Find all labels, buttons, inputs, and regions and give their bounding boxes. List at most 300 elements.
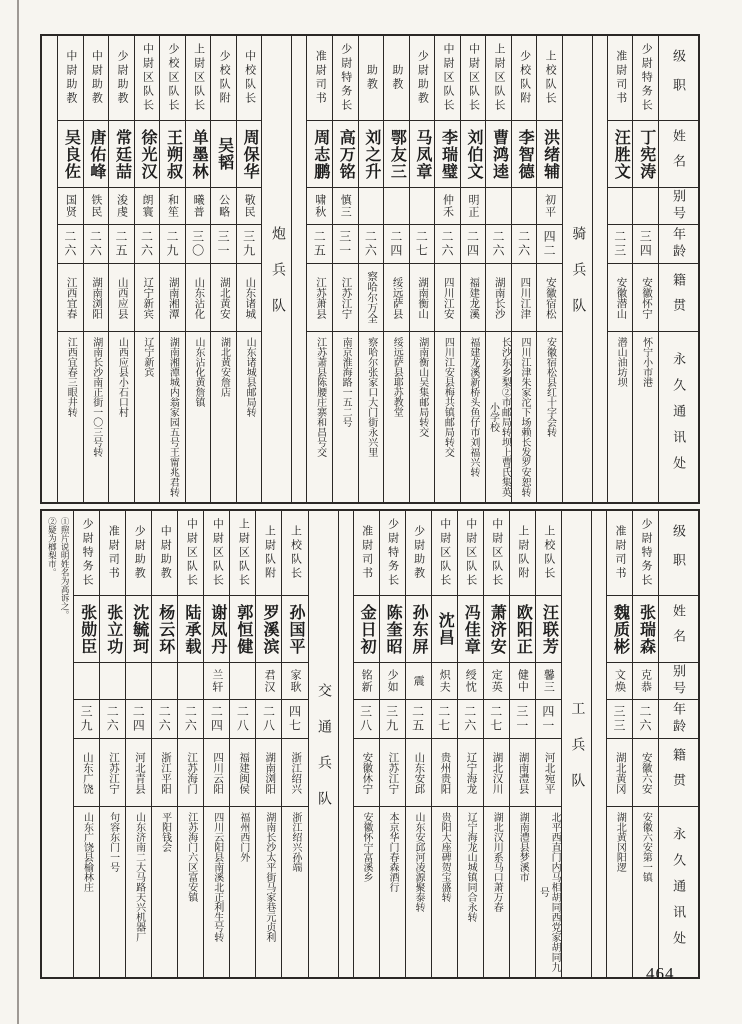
name-cell: 罗溪滨 [256, 596, 281, 663]
address-cell: 北平西直门内马相胡同西党家胡同九号 [537, 812, 561, 972]
name-cell: 常廷喆 [109, 121, 134, 188]
address-cell: 贵阳大座碑贺宝盛转 [439, 812, 451, 902]
rank-cell: 中尉区队长 [204, 511, 229, 596]
name-cell: 吴韬 [211, 121, 236, 188]
name-cell: 高万铭 [333, 121, 358, 188]
origin-cell: 湖南长沙 [486, 264, 511, 332]
empty-cell [42, 36, 57, 502]
name-cell: 唐佑峰 [84, 121, 109, 188]
origin-cell: 浙江平阳 [152, 739, 177, 807]
alias-cell: 君汉 [256, 663, 281, 700]
row-header-cell: 年龄 [659, 700, 698, 739]
name-cell: 谢凤丹 [204, 596, 229, 663]
row-header-cell: 永久通讯处 [671, 827, 687, 957]
unit-name-label: 炮兵队 [269, 226, 285, 334]
name-cell: 沈毓珂 [126, 596, 151, 663]
age-cell: 三一 [510, 700, 535, 739]
age-cell: 二六 [458, 700, 483, 739]
rank-cell: 少尉特务长 [633, 511, 658, 596]
origin-cell: 山西应县 [109, 264, 134, 332]
origin-cell: 安徽怀宁 [633, 264, 658, 332]
name-cell: 周志鹏 [307, 121, 332, 188]
spacer-column [592, 36, 607, 502]
origin-cell: 湖南湘潭 [160, 264, 185, 332]
age-cell: 三一 [333, 225, 358, 264]
address-cell: 南京淮海路一五二号 [340, 337, 352, 427]
origin-cell: 安徽休宁 [354, 739, 379, 807]
person-column [632, 511, 658, 977]
origin-cell: 河北青县 [126, 739, 151, 807]
rank-cell: 中尉助教 [84, 36, 109, 121]
rank-cell: 中尉区队长 [178, 511, 203, 596]
age-cell: 三三 [607, 700, 632, 739]
person-column [57, 36, 83, 502]
origin-cell: 安徽潜山 [608, 264, 633, 332]
address-cell: 句容东门一号 [107, 812, 119, 872]
row-headers-column [658, 36, 698, 502]
rank-cell: 少尉特务长 [74, 511, 99, 596]
alias-cell: 铁民 [84, 188, 109, 225]
age-cell: 二六 [152, 700, 177, 739]
alias-cell [126, 663, 151, 700]
age-cell: 二八 [256, 700, 281, 739]
address-cell: 察哈尔张家口大门街永兴里 [365, 337, 377, 457]
age-cell: 四二 [537, 225, 562, 264]
person-column [383, 36, 409, 502]
age-cell: 二七 [432, 700, 457, 739]
name-cell: 刘之升 [359, 121, 384, 188]
unit-label-column [562, 36, 592, 502]
age-cell: 二八 [230, 700, 255, 739]
origin-cell: 福建龙溪 [461, 264, 486, 332]
alias-cell: 健中 [510, 663, 535, 700]
person-column [536, 36, 562, 502]
person-column [405, 511, 431, 977]
name-cell: 王朔叔 [160, 121, 185, 188]
name-cell: 李瑞璧 [435, 121, 460, 188]
origin-cell: 辽宁海龙 [458, 739, 483, 807]
name-cell: 金日初 [354, 596, 379, 663]
rank-cell: 上尉队附 [256, 511, 281, 596]
origin-cell: 浙江绍兴 [282, 739, 307, 807]
alias-cell: 家耿 [282, 663, 307, 700]
name-cell: 孙东屏 [406, 596, 431, 663]
rank-cell: 助教 [384, 36, 409, 121]
age-cell: 二七 [410, 225, 435, 264]
name-cell: 马凤章 [410, 121, 435, 188]
address-cell: 潜山油坊坝 [615, 337, 627, 387]
origin-cell: 福建闽侯 [230, 739, 255, 807]
alias-cell: 馨三 [536, 663, 561, 700]
rank-cell: 中尉区队长 [432, 511, 457, 596]
origin-cell: 安徽六安 [633, 739, 658, 807]
name-cell: 单墨林 [186, 121, 211, 188]
rank-cell: 中尉区队长 [458, 511, 483, 596]
age-cell: 三八 [354, 700, 379, 739]
alias-cell: 朗寰 [135, 188, 160, 225]
row-header-cell: 永久通讯处 [671, 352, 687, 482]
age-cell: 三〇 [186, 225, 211, 264]
origin-cell: 四川江津 [512, 264, 537, 332]
person-column [632, 36, 658, 502]
address-cell: 绥远萨县耶苏教堂 [391, 337, 403, 417]
alias-cell: 绶忱 [458, 663, 483, 700]
origin-cell: 安徽宿松 [537, 264, 562, 332]
rank-cell: 中尉助教 [152, 511, 177, 596]
person-column [483, 511, 509, 977]
alias-cell: 慎三 [333, 188, 358, 225]
alias-cell: 文焕 [607, 663, 632, 700]
rank-cell: 上尉队附 [510, 511, 535, 596]
person-column [281, 511, 307, 977]
age-cell: 三四 [633, 225, 658, 264]
address-cell: 山东诸城县邮局转 [244, 337, 256, 417]
origin-cell: 山东安邱 [406, 739, 431, 807]
name-cell: 张立功 [100, 596, 125, 663]
unit-name-label: 骑兵队 [570, 226, 586, 334]
row-header-cell: 籍贯 [659, 264, 698, 332]
address-cell: 山东沾化黄詹镇 [192, 337, 204, 407]
age-cell: 二六 [58, 225, 83, 264]
name-cell: 魏质彬 [607, 596, 632, 663]
row-header-cell: 姓名 [659, 121, 698, 188]
rank-cell: 少尉助教 [406, 511, 431, 596]
name-cell: 郭恒健 [230, 596, 255, 663]
person-column [353, 511, 379, 977]
person-column [606, 511, 632, 977]
person-column [151, 511, 177, 977]
address-cell: 四川江津朱家沱下场赖长发罗安恕转 [518, 337, 530, 497]
unit-name-label: 工兵队 [569, 701, 585, 809]
alias-cell: 国贤 [58, 188, 83, 225]
age-cell: 二九 [160, 225, 185, 264]
name-cell: 徐光汉 [135, 121, 160, 188]
alias-cell: 和笙 [160, 188, 185, 225]
age-cell: 二六 [100, 700, 125, 739]
age-cell: 二六 [178, 700, 203, 739]
alias-cell [384, 188, 409, 225]
row-header-cell: 姓名 [659, 596, 698, 663]
origin-cell: 江西宜春 [58, 264, 83, 332]
rank-cell: 少校区队长 [160, 36, 185, 121]
spacer-column [42, 36, 57, 502]
origin-cell: 江苏萧县 [307, 264, 332, 332]
name-cell: 杨云环 [152, 596, 177, 663]
alias-cell: 公略 [211, 188, 236, 225]
alias-cell [152, 663, 177, 700]
alias-cell: 铭新 [354, 663, 379, 700]
rank-cell: 中尉区队长 [135, 36, 160, 121]
origin-cell: 山东广饶 [74, 739, 99, 807]
address-cell: 四川云阳县南溪北正利生号转 [211, 812, 223, 942]
person-column [511, 36, 537, 502]
origin-cell: 河北宛平 [536, 739, 561, 807]
age-cell: 三九 [237, 225, 262, 264]
book-gutter-shadow [17, 0, 19, 1024]
origin-cell: 四川云阳 [204, 739, 229, 807]
origin-cell: 江苏海门 [178, 739, 203, 807]
person-column [236, 36, 262, 502]
rank-cell: 上校队长 [282, 511, 307, 596]
alias-cell [359, 188, 384, 225]
person-column [607, 36, 633, 502]
row-header-cell: 别号 [659, 663, 698, 700]
rank-cell: 少尉特务长 [333, 36, 358, 121]
spacer-column [338, 511, 353, 977]
address-cell: 湖北黄冈阳逻 [614, 812, 626, 872]
name-cell: 冯佳章 [458, 596, 483, 663]
empty-cell [292, 36, 306, 502]
alias-cell [410, 188, 435, 225]
person-column [434, 36, 460, 502]
age-cell: 四一 [536, 700, 561, 739]
alias-cell [486, 188, 511, 225]
address-cell: 湖北黄安詹店 [218, 337, 230, 397]
row-header-cell: 籍贯 [659, 739, 698, 807]
origin-cell: 绥远萨县 [384, 264, 409, 332]
rank-cell: 准尉司书 [354, 511, 379, 596]
address-cell: 安徽六安第一镇 [640, 812, 652, 882]
person-column [535, 511, 561, 977]
person-column [185, 36, 211, 502]
name-cell: 欧阳正 [510, 596, 535, 663]
origin-cell: 贵州贵阳 [432, 739, 457, 807]
person-column [125, 511, 151, 977]
address-cell: 山西应县小石口村 [116, 337, 128, 417]
person-column [255, 511, 281, 977]
alias-cell: 仲禾 [435, 188, 460, 225]
rank-cell: 中校队长 [237, 36, 262, 121]
origin-cell: 江苏江宁 [333, 264, 358, 332]
age-cell: 二四 [126, 700, 151, 739]
alias-cell [100, 663, 125, 700]
person-column [177, 511, 203, 977]
origin-cell: 辽宁新宾 [135, 264, 160, 332]
person-column [306, 36, 332, 502]
rank-cell: 准尉司书 [100, 511, 125, 596]
rank-cell: 上校队长 [537, 36, 562, 121]
address-cell: 江西宜春三眼井转 [65, 337, 77, 417]
address-cell: 山东安邱河凌源聚泰转 [413, 812, 425, 912]
name-cell: 洪绪辅 [537, 121, 562, 188]
rank-cell: 上尉区队长 [230, 511, 255, 596]
name-cell: 刘伯文 [461, 121, 486, 188]
row-headers-column [658, 511, 698, 977]
person-column [159, 36, 185, 502]
origin-cell: 湖南澧县 [510, 739, 535, 807]
name-cell: 鄂友三 [384, 121, 409, 188]
row-header-cell: 级职 [659, 36, 698, 121]
alias-cell: 啸秋 [307, 188, 332, 225]
address-cell: 江苏海门六区富安镇 [185, 812, 197, 902]
name-cell: 张勋臣 [74, 596, 99, 663]
age-cell: 二三 [608, 225, 633, 264]
origin-cell: 四川江安 [435, 264, 460, 332]
address-cell: 湖南衡山吴集邮局转交 [416, 337, 428, 437]
footnote-column [42, 511, 73, 977]
row-header-cell: 级职 [659, 511, 698, 596]
age-cell: 二六 [633, 700, 658, 739]
address-cell: 四川江安县梅共镇邮局转交 [442, 337, 454, 457]
origin-cell: 山东沾化 [186, 264, 211, 332]
origin-cell: 湖南衡山 [410, 264, 435, 332]
empty-cell [339, 511, 353, 977]
person-column [332, 36, 358, 502]
person-column [460, 36, 486, 502]
address-cell: 山东广饶县榆林庄 [81, 812, 93, 892]
empty-cell [592, 511, 606, 977]
rank-cell: 少尉特务长 [380, 511, 405, 596]
address-cell: 福州西门外 [237, 812, 249, 862]
age-cell: 二五 [307, 225, 332, 264]
rank-cell: 上尉区队长 [486, 36, 511, 121]
origin-cell: 湖南浏阳 [84, 264, 109, 332]
spacer-column [291, 36, 306, 502]
address-cell: 湖南湘潭城内翁家园五号王甯兆君转 [167, 337, 179, 497]
rank-cell: 少校队附 [512, 36, 537, 121]
rank-cell: 中尉区队长 [484, 511, 509, 596]
person-column [108, 36, 134, 502]
alias-cell [633, 188, 658, 225]
age-cell: 三一 [211, 225, 236, 264]
alias-cell: 兰轩 [204, 663, 229, 700]
row-header-cell: 年龄 [659, 225, 698, 264]
alias-cell: 曦普 [186, 188, 211, 225]
rank-cell: 准尉司书 [307, 36, 332, 121]
rank-cell: 上校队长 [536, 511, 561, 596]
age-cell: 二七 [484, 700, 509, 739]
age-cell: 二六 [486, 225, 511, 264]
alias-cell: 浚虔 [109, 188, 134, 225]
origin-cell: 江苏江宁 [100, 739, 125, 807]
person-column [73, 511, 99, 977]
person-column [83, 36, 109, 502]
rank-cell: 少尉助教 [126, 511, 151, 596]
spacer-column [591, 511, 606, 977]
address-cell: 辽宁海龙山城镇同合永转 [465, 812, 477, 922]
age-cell: 四七 [282, 700, 307, 739]
unit-label-column [561, 511, 591, 977]
alias-cell: 少如 [380, 663, 405, 700]
alias-cell: 明正 [461, 188, 486, 225]
rank-cell: 上尉区队长 [186, 36, 211, 121]
address-cell: 安徽宿松县红十字会转 [544, 337, 556, 437]
name-cell: 沈昌 [432, 596, 457, 663]
alias-cell: 初平 [537, 188, 562, 225]
unit-name-label: 交通兵队 [316, 683, 332, 827]
rank-cell: 中尉助教 [58, 36, 83, 121]
rank-cell: 少尉特务长 [633, 36, 658, 121]
age-cell: 二五 [406, 700, 431, 739]
alias-cell [608, 188, 633, 225]
rank-cell: 助教 [359, 36, 384, 121]
address-cell: 怀宁小市港 [640, 337, 652, 387]
age-cell: 二六 [435, 225, 460, 264]
unit-label-column [308, 511, 338, 977]
row-header-cell: 别号 [659, 188, 698, 225]
rank-cell: 中尉区队长 [435, 36, 460, 121]
person-column [431, 511, 457, 977]
rank-cell: 少尉助教 [109, 36, 134, 121]
person-column [99, 511, 125, 977]
person-column [203, 511, 229, 977]
person-column [509, 511, 535, 977]
empty-cell [593, 36, 607, 502]
origin-cell: 湖南浏阳 [256, 739, 281, 807]
origin-cell: 江苏江宁 [380, 739, 405, 807]
origin-cell: 湖北汉川 [484, 739, 509, 807]
name-cell: 陆承载 [178, 596, 203, 663]
alias-cell: 炽夫 [432, 663, 457, 700]
origin-cell: 山东诸城 [237, 264, 262, 332]
name-cell: 李智德 [512, 121, 537, 188]
rank-cell: 中尉区队长 [461, 36, 486, 121]
rank-cell: 准尉司书 [608, 36, 633, 121]
alias-cell [74, 663, 99, 700]
name-cell: 丁宪涛 [633, 121, 658, 188]
person-column [457, 511, 483, 977]
name-cell: 汪联芳 [536, 596, 561, 663]
address-cell: 湖南长沙南正街一〇三号转 [90, 337, 102, 457]
address-cell: 山东济南二大马路天兴机器厂 [133, 812, 145, 942]
footnote-text: ①照片说明姓名为高诉之。 ②疑为榔梨市。 [47, 517, 71, 619]
address-cell: 浙江绍兴孙端 [289, 812, 301, 872]
person-column [358, 36, 384, 502]
unit-label-column [261, 36, 291, 502]
rank-cell: 准尉司书 [607, 511, 632, 596]
age-cell: 二四 [461, 225, 486, 264]
person-column [485, 36, 511, 502]
address-cell: 福建龙溪新桥头鱼仔市刘福兴转 [467, 337, 479, 477]
address-cell: 本京华门春森酒行 [387, 812, 398, 892]
person-column [379, 511, 405, 977]
alias-cell [230, 663, 255, 700]
address-cell: 湖北汉川系马口萧万春 [491, 812, 503, 912]
origin-cell: 湖北黄安 [211, 264, 236, 332]
address-cell: 辽宁新宾 [141, 337, 153, 377]
name-cell: 孙国平 [282, 596, 307, 663]
name-cell: 萧济安 [484, 596, 509, 663]
address-cell: 江苏萧县陈腰庄寨和昌号交 [314, 337, 326, 457]
person-column [134, 36, 160, 502]
address-cell: 湖南长沙太平街马家巷元贞利 [263, 812, 275, 942]
age-cell: 二六 [359, 225, 384, 264]
age-cell: 三九 [74, 700, 99, 739]
name-cell: 陈奎昭 [380, 596, 405, 663]
address-cell: 长沙东乡梨②市邮局转坝上曹氏集英小学校 [487, 337, 511, 497]
origin-cell: 察哈尔万全 [359, 264, 384, 332]
address-cell: 安徽怀宁富溪乡 [360, 812, 372, 882]
age-cell: 二五 [109, 225, 134, 264]
age-cell: 二六 [135, 225, 160, 264]
alias-cell: 克恭 [633, 663, 658, 700]
age-cell: 二四 [204, 700, 229, 739]
alias-cell: 敬民 [237, 188, 262, 225]
roster-table-top [40, 34, 700, 504]
alias-cell [512, 188, 537, 225]
alias-cell: 定英 [484, 663, 509, 700]
rank-cell: 少校队附 [211, 36, 236, 121]
origin-cell: 湖北黄冈 [607, 739, 632, 807]
person-column [409, 36, 435, 502]
rank-cell: 少尉助教 [410, 36, 435, 121]
name-cell: 周保华 [237, 121, 262, 188]
address-cell: 湖南澧县梦溪市 [517, 812, 529, 882]
age-cell: 三九 [380, 700, 405, 739]
name-cell: 张瑞森 [633, 596, 658, 663]
address-cell: 平阳钱会 [159, 812, 171, 852]
person-column [210, 36, 236, 502]
